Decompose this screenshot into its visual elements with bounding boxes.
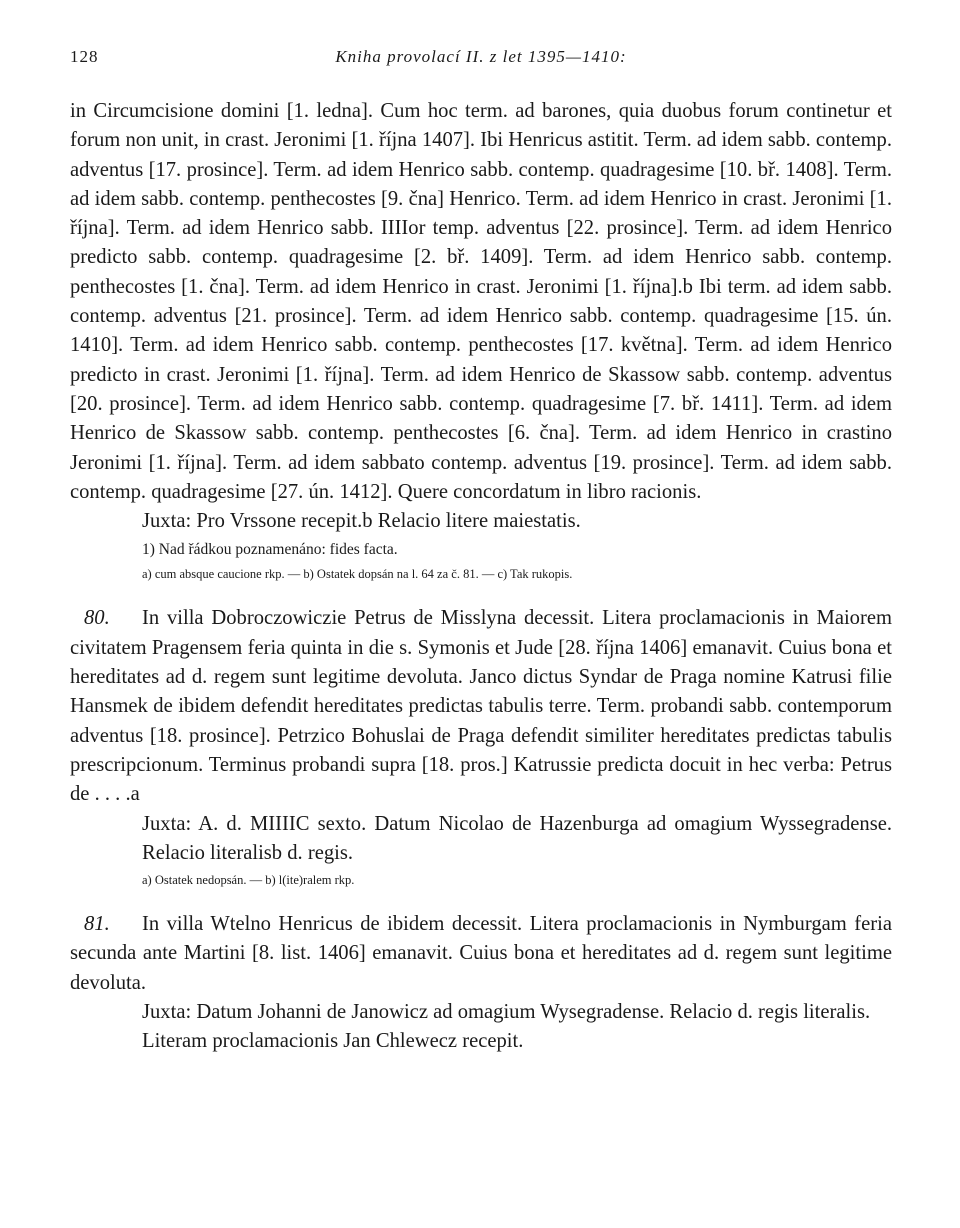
entry-80-text	[70, 604, 892, 809]
entry-80	[70, 604, 892, 890]
running-title: Kniha provolací II. z let 1395—1410:	[335, 47, 627, 66]
continuation-juxta: Juxta: Pro Vrssone recepit.b Relacio litere maiestatis.	[142, 510, 581, 533]
continuation-paragraph: in Circumcisione domini [1. ledna]. Cum hoc term. ad barones, quia duobus forum continetur et forum non unit, in crast. Jeronimi [1. října 1407]. Ibi Henricus astitit. Term. ad idem sabb. contemp. adventus [17. prosince]. Term. ad idem Henrico sabb. contemp. quadragesime [10. bř. 1408]. Term. ad idem sabb. contemp. penthecostes [9. čna] Henrico. Term. ad idem Henrico in crast. Jeronimi [1. října]. Term. ad idem Henrico sabb. IIIIor temp. adventus [22. prosince]. Term. ad idem Henrico predicto sabb. contemp. quadragesime [2. bř. 1409]. Term. ad idem Henrico sabb. contemp. penthecostes [1. čna]. Term. ad idem Henrico in crast. Jeronimi [1. října].b Ibi term. ad idem sabb. contemp. adventus [21. prosince]. Term. ad idem Henrico sabb. contemp. quadragesime [15. ún. 1410]. Term. ad idem Henrico sabb. contemp. penthecostes [17. května]. Term. ad idem Henrico predicto in crast. Jeronimi [1. října]. Term. ad idem Henrico de Skassow sabb. contemp. adventus [20. prosince]. Term. ad idem Henrico sabb. contemp. quadragesime [7. bř. 1411]. Term. ad idem Henrico de Skassow sabb. contemp. penthecostes [6. čna]. Term. ad idem Henrico in crastino Jeronimi [1. října]. Term. ad idem sabbato contemp. adventus [19. prosince]. Term. ad idem sabb. contemp. quadragesime [27. ún. 1412]. Quere concordatum in libro racionis.	[70, 100, 892, 503]
entry-81	[70, 910, 892, 1056]
entry-80-juxta: Juxta: A. d. MIIIIC sexto. Datum Nicolao de Hazenburga ad omagium Wyssegradense. Relacio literalisb d. regis.	[142, 812, 892, 864]
entry-number: 81.	[84, 913, 110, 936]
page-header	[70, 47, 892, 73]
entry-80-critical: a) Ostatek nedopsán. — b) l(ite)ralem rkp.	[142, 873, 355, 888]
critical-apparatus: a) cum absque caucione rkp. — b) Ostatek dopsán na l. 64 za č. 81. — c) Tak rukopis.	[142, 567, 573, 582]
entry-81-text	[70, 910, 892, 998]
entry-81-closing: Literam proclamacionis Jan Chlewecz recepit.	[142, 1030, 524, 1053]
footnote-note: 1) Nad řádkou poznamenáno: fides facta.	[142, 541, 398, 559]
page-number: 128	[70, 47, 99, 66]
entry-number: 80.	[84, 607, 110, 630]
page-body	[70, 97, 892, 1057]
entry-body: In villa Wtelno Henricus de ibidem decessit. Litera proclamacionis in Nymburgam feria secunda ante Martini [8. list. 1406] emanavit. Cuius bona et hereditates ad d. regem sunt legitime devoluta.	[70, 913, 892, 994]
entry-body: In villa Dobroczowiczie Petrus de Misslyna decessit. Litera proclamacionis in Maiorem civitatem Pragensem feria quinta in die s. Symonis et Jude [28. října 1406] emanavit. Cuius bona et hereditates ad d. regem sunt legitime devoluta. Janco dictus Syndar de Praga nomine Katrusi filie Hansmek de ibidem defendit hereditates predictas tabulis terre. Term. probandi sabb. contemporum adventus [18. prosince]. Petrzico Bohuslai de Praga defendit similiter hereditates predictas tabulis prescripcionum. Terminus probandi supra [18. pros.] Katrussie predicta docuit in hec verba: Petrus de . . . .a	[70, 607, 892, 806]
entry-81-juxta: Juxta: Datum Johanni de Janowicz ad omagium Wysegradense. Relacio d. regis literalis.	[142, 1001, 871, 1024]
